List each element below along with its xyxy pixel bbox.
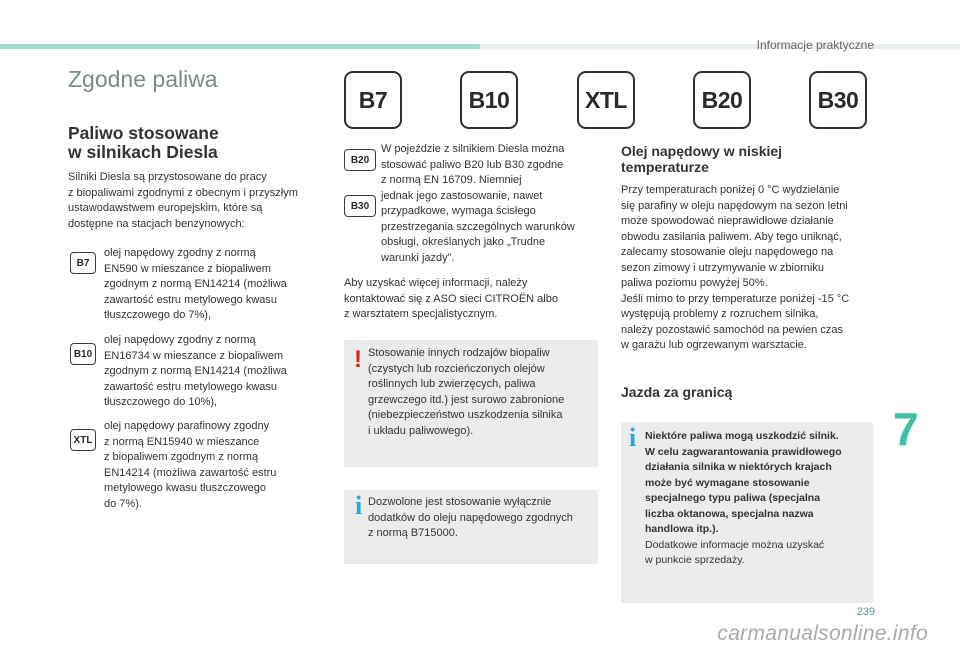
item-line: EN16734 w mieszance z biopaliwem <box>104 349 284 362</box>
text-line: występują problemy z rozruchem silnika, <box>621 308 819 320</box>
item-b7-text <box>104 246 324 324</box>
text-line: Niektóre paliwa mogą uszkodzić silnik. <box>645 430 839 442</box>
info-box-abroad <box>621 422 873 603</box>
item-line: tłuszczowego do 10%), <box>104 396 218 408</box>
text-line: należy pozostawić samochód na pewien czas <box>621 323 843 336</box>
badge-b20-small: B20 <box>344 149 376 171</box>
diesel-heading <box>68 124 219 162</box>
intro-line: z biopaliwami zgodnymi z obecnym i przyszłym <box>68 186 298 199</box>
info-icon: i <box>355 491 363 520</box>
info-box-additives <box>344 490 598 564</box>
item-line: z biopaliwem zgodnym z normą <box>104 451 259 463</box>
watermark: carmanualsonline.info <box>717 622 928 645</box>
text-line: Stosowanie innych rodzajów biopaliw <box>368 347 550 359</box>
item-line: zawartość estru metylowego kwasu <box>104 380 278 393</box>
text-line: obwodu zasilania paliwem. Aby tego uniknąć, <box>621 230 842 243</box>
cold-temp-text <box>621 183 881 354</box>
intro-line: dostępne na stacjach benzynowych: <box>68 217 245 230</box>
text-line: jednak jego zastosowanie, nawet <box>381 189 543 202</box>
text-line: liczba oktanowa, specjalna nazwa <box>645 507 814 520</box>
text-line: może spowodować nieprawidłowe działanie <box>621 215 834 227</box>
fuel-badge-xtl: XTL <box>577 71 635 129</box>
badge-b30-small: B30 <box>344 195 376 217</box>
text-line: się parafiny w oleju napędowym na sezon letni <box>621 199 848 212</box>
b20-b30-text <box>381 142 596 266</box>
text-line: z normą B715000. <box>368 527 458 539</box>
item-line: olej napędowy zgodny z normą <box>104 247 256 259</box>
warning-box <box>344 340 598 467</box>
badge-b7-small: B7 <box>70 252 96 274</box>
text-line: może być wymagane stosowanie <box>645 476 810 489</box>
text-line: z warsztatem specjalistycznym. <box>344 308 498 320</box>
text-line: Dodatkowe informacje można uzyskać <box>645 538 825 551</box>
text-line: (czystych lub rozcieńczonych olejów <box>368 362 545 375</box>
text-line: paliwa poziomu powyżej 50%. <box>621 277 768 289</box>
text-line: w punkcie sprzedaży. <box>645 554 745 566</box>
text-line: grzewczego itd.) jest surowo zabronione <box>368 393 565 406</box>
text-line: przypadkowe, wymaga ścisłego <box>381 205 536 217</box>
header-accent-bar <box>0 44 480 49</box>
item-line: zgodnym z normą EN14214 (możliwa <box>104 278 287 290</box>
chapter-number: 7 <box>893 403 919 455</box>
text-line: specjalnego typu paliwa (specjalna <box>645 492 821 504</box>
info-additives-text <box>368 495 593 542</box>
section-title: Zgodne paliwa <box>68 66 218 92</box>
text-line: roślinnych lub zwierzęcych, paliwa <box>368 378 536 390</box>
item-line: tłuszczowego do 7%), <box>104 309 211 321</box>
text-line: W celu zagwarantowania prawidłowego <box>645 445 842 458</box>
item-line: olej napędowy parafinowy zgodny <box>104 420 270 432</box>
more-info-text <box>344 276 594 323</box>
warning-icon: ! <box>354 346 362 373</box>
text-line: Dozwolone jest stosowanie wyłącznie <box>368 496 552 508</box>
diesel-heading-line2: w silnikach Diesla <box>68 142 218 162</box>
text-line: Jeśli mimo to przy temperaturze poniżej -15 °C <box>621 292 850 305</box>
item-line: zawartość estru metylowego kwasu <box>104 293 278 306</box>
cold-temp-heading <box>621 143 782 175</box>
badge-b10-small: B10 <box>70 343 96 365</box>
item-xtl-text <box>104 419 324 512</box>
info-abroad-text <box>645 429 871 569</box>
text-line: W pojeździe z silnikiem Diesla można <box>381 143 565 155</box>
text-line: przestrzegania szczególnych warunków <box>381 220 575 233</box>
text-line: Aby uzyskać więcej informacji, należy <box>344 277 528 289</box>
text-line: w garażu lub ogrzewanym warsztacie. <box>621 339 807 351</box>
header-light-bar <box>480 44 960 49</box>
abroad-heading: Jazda za granicą <box>621 384 733 400</box>
text-line: kontaktować się z ASO sieci CITROËN albo <box>344 292 558 305</box>
heading-line: Olej napędowy w niskiej <box>621 143 783 159</box>
badge-xtl-small: XTL <box>70 429 96 451</box>
item-line: z normą EN15940 w mieszance <box>104 435 260 448</box>
item-line: EN590 w mieszance z biopaliwem <box>104 262 271 275</box>
heading-line: temperaturze <box>621 159 709 175</box>
text-line: i układu paliwowego). <box>368 424 474 437</box>
intro-line: ustawodawstwem europejskim, które są <box>68 202 263 214</box>
text-line: warunki jazdy”. <box>381 251 455 264</box>
text-line: (niebezpieczeństwo uszkodzenia silnika <box>368 409 563 421</box>
text-line: Przy temperaturach poniżej 0 °C wydzielanie <box>621 184 840 196</box>
text-line: zalecamy stosowanie oleju napędowego na <box>621 246 834 258</box>
intro-line: Silniki Diesla są przystosowane do pracy <box>68 171 267 183</box>
text-line: sezon zimowy i utrzymywanie w zbiorniku <box>621 261 824 274</box>
text-line: działania silnika w niektórych krajach <box>645 461 832 473</box>
warning-text <box>368 346 593 439</box>
fuel-badge-b20: B20 <box>693 71 751 129</box>
item-line: zgodnym z normą EN14214 (możliwa <box>104 365 287 377</box>
diesel-heading-line1: Paliwo stosowane <box>68 123 219 143</box>
fuel-badge-b7: B7 <box>344 71 402 129</box>
fuel-badge-b10: B10 <box>460 71 518 129</box>
item-line: metylowego kwasu tłuszczowego <box>104 482 267 494</box>
item-line: olej napędowy zgodny z normą <box>104 334 256 346</box>
item-line: do 7%). <box>104 497 142 510</box>
page-number: 239 <box>856 606 875 618</box>
diesel-intro <box>68 170 328 232</box>
item-b10-text <box>104 333 324 411</box>
text-line: z normą EN 16709. Niemniej <box>381 174 522 186</box>
text-line: obsługi, określanych jako „Trudne <box>381 236 546 248</box>
text-line: dodatków do oleju napędowego zgodnych <box>368 511 573 524</box>
text-line: stosować paliwo B20 lub B30 zgodne <box>381 158 564 171</box>
text-line: handlowa itp.). <box>645 523 719 535</box>
info-icon: i <box>629 423 637 452</box>
header-title: Informacje praktyczne <box>756 38 874 52</box>
fuel-badge-b30: B30 <box>809 71 867 129</box>
item-line: EN14214 (możliwa zawartość estru <box>104 466 277 479</box>
